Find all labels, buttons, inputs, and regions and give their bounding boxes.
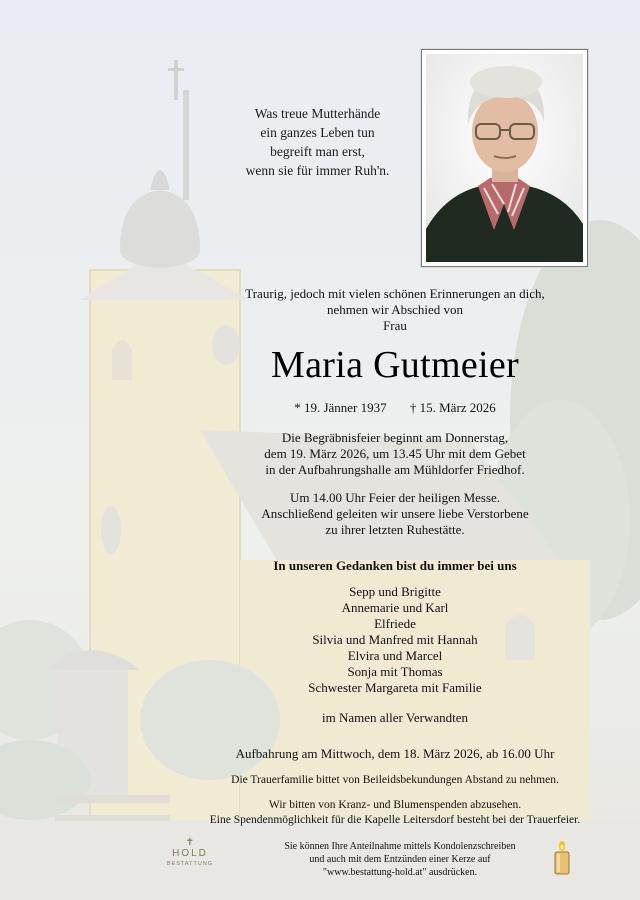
poem-line: Was treue Mutterhände [254, 106, 381, 121]
family-member: Annemarie und Karl [341, 600, 449, 615]
family-member: Silvia und Manfred mit Hannah [312, 632, 478, 647]
mass-info [150, 490, 640, 538]
logo-subtitle: BESTATTUNG [166, 861, 214, 867]
thoughts-heading: In unseren Gedanken bist du immer bei uns [273, 558, 517, 573]
mass-line: zu ihrer letzten Ruhestätte. [325, 522, 465, 537]
family-member: Sonja mit Thomas [347, 664, 443, 679]
ceremony-line: dem 19. März 2026, um 13.45 Uhr mit dem Gebet [264, 446, 526, 461]
poem-line: wenn sie für immer Ruh'n. [245, 163, 390, 178]
ceremony-line: Die Begräbnisfeier beginnt am Donnerstag, [281, 430, 509, 445]
intro-line: nehmen wir Abschied von [326, 302, 464, 317]
funeral-home-logo [160, 838, 220, 868]
ceremony-line: in der Aufbahrungshalle am Mühldorfer Friedhof. [265, 462, 525, 477]
poem-line: begreift man erst, [270, 144, 365, 159]
condolence-note: Die Trauerfamilie bittet von Beileidsbekundungen Abstand zu nehmen. [231, 774, 559, 786]
relatives-note: im Namen aller Verwandten [322, 710, 468, 725]
birth-date: * 19. Jänner 1937 [294, 400, 387, 415]
mass-line: Um 14.00 Uhr Feier der heiligen Messe. [289, 490, 501, 505]
portrait-photo [421, 49, 588, 267]
mass-line: Anschließend geleiten wir unsere liebe Verstorbene [261, 506, 529, 521]
family-member: Elvira und Marcel [347, 648, 443, 663]
donation-line: Eine Spendenmöglichkeit für die Kapelle Leitersdorf besteht bei der Trauerfeier. [209, 814, 581, 826]
family-member: Elfriede [374, 616, 416, 631]
portrait-image [426, 54, 583, 262]
cross-icon: ✝ [185, 837, 195, 848]
donation-note [150, 798, 640, 828]
footer-line: Sie können Ihre Anteilnahme mittels Kondolenzschreiben [284, 841, 516, 852]
memorial-poem [200, 104, 435, 180]
funeral-ceremony-info [150, 430, 640, 478]
footer-line: "www.bestattung-hold.at" ausdrücken. [322, 867, 478, 878]
intro-line: Traurig, jedoch mit vielen schönen Erinnerungen an dich, [245, 286, 545, 301]
donation-line: Wir bitten von Kranz- und Blumenspenden abzusehen. [268, 799, 522, 811]
footer-line: und auch mit dem Entzünden einer Kerze auf [309, 854, 491, 865]
poem-line: ein ganzes Leben tun [260, 125, 375, 140]
family-member: Sepp und Brigitte [349, 584, 441, 599]
family-list [150, 584, 640, 696]
viewing-info: Aufbahrung am Mittwoch, dem 18. März 2026, ab 16.00 Uhr [235, 746, 555, 761]
logo-name: HOLD [172, 848, 208, 859]
life-dates [150, 400, 640, 416]
intro-text [150, 286, 640, 334]
deceased-name: Maria Gutmeier [271, 344, 519, 386]
online-condolence-note [230, 840, 570, 879]
intro-line: Frau [383, 318, 407, 333]
candle-icon [552, 840, 572, 881]
family-member: Schwester Margareta mit Familie [308, 680, 482, 695]
death-date: † 15. März 2026 [409, 400, 496, 415]
